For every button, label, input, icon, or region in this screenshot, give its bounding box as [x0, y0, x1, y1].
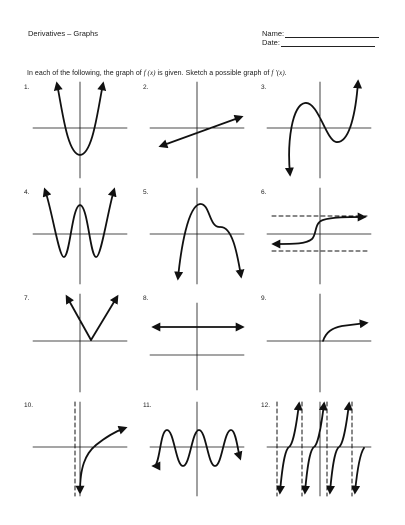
graph-8 [150, 303, 244, 390]
problem-number: 6. [261, 189, 267, 196]
increasing-line-icon [161, 117, 241, 146]
graph-1 [33, 82, 127, 178]
problem-number: 12. [261, 402, 271, 409]
problem-number: 11. [143, 402, 152, 409]
graph-3 [267, 82, 371, 178]
graph-11 [150, 402, 244, 496]
w-shaped-quartic-icon [45, 190, 114, 257]
problem-number: 9. [261, 295, 267, 302]
instructions: In each of the following, the graph of f (x) is given. Sketch a possible graph of f ′(x). [27, 69, 287, 77]
s-curve-with-asymptotes-icon [274, 217, 364, 244]
page-title: Derivatives – Graphs [28, 29, 99, 38]
problem-number: 1. [24, 84, 30, 91]
problem-number: 10. [24, 402, 34, 409]
problem-number: 2. [143, 84, 149, 91]
date-blank[interactable] [281, 39, 375, 47]
graph-12 [267, 402, 371, 496]
absolute-value-v-icon [67, 297, 117, 340]
date-label: Date: [262, 38, 280, 47]
name-field[interactable] [262, 29, 379, 38]
graph-9 [267, 294, 371, 392]
square-root-curve-icon [323, 323, 366, 341]
problem-number: 3. [261, 84, 267, 91]
graph-7 [33, 294, 127, 392]
graph-4 [33, 188, 127, 284]
problem-number: 8. [143, 295, 149, 302]
problem-number: 4. [24, 189, 30, 196]
name-label: Name: [262, 29, 285, 38]
date-field[interactable] [262, 38, 375, 47]
problem-number: 7. [24, 295, 30, 302]
graph-10 [33, 402, 127, 496]
tangent-curve-icon [280, 404, 364, 492]
problem-number: 5. [143, 189, 149, 196]
hump-with-shoulder-icon [178, 204, 241, 278]
graph-6 [267, 188, 371, 284]
graph-2 [150, 82, 244, 178]
logarithm-curve-icon [80, 428, 125, 492]
name-blank[interactable] [285, 30, 379, 38]
graph-5 [150, 188, 244, 284]
